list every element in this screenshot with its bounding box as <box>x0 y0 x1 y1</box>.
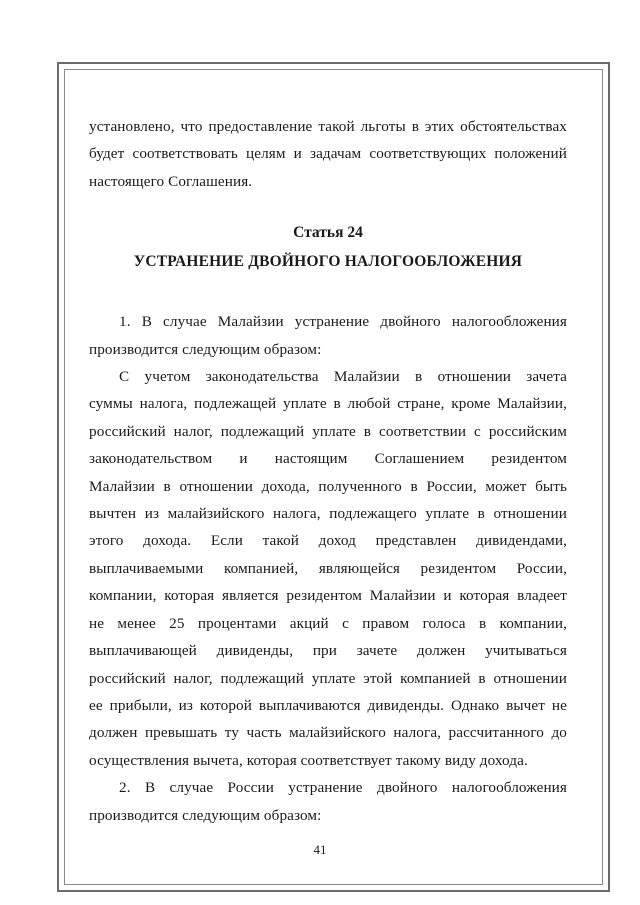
continuation-paragraph <box>89 113 567 195</box>
text-line: установлено, что предоставление такой льготы в этих обстоятельствах <box>89 118 567 135</box>
text-line: компании, которая является резидентом Малайзии и которая владеет <box>89 587 567 605</box>
text-line: 2. В случае России устранение двойного налогообложения <box>119 779 567 797</box>
text-line: производится следующим образом: <box>89 806 322 824</box>
text-line: законодательством и настоящим Соглашением резидентом <box>89 450 567 468</box>
text-line: осуществления вычета, которая соответствует такому виду дохода. <box>89 751 528 769</box>
text-line: производится следующим образом: <box>89 340 322 358</box>
article-label: Статья 24 <box>293 224 363 242</box>
text-line: выплачиваемыми компанией, являющейся резидентом России, <box>89 559 567 577</box>
text-line: выплачивающей дивиденды, при зачете должен учитываться <box>89 642 567 660</box>
paragraph-2 <box>89 363 567 774</box>
text-line: С учетом законодательства Малайзии в отношении зачета <box>119 368 567 386</box>
text-line: суммы налога, подлежащей уплате в любой стране, кроме Малайзии, <box>89 395 567 413</box>
paragraph-3 <box>89 774 567 829</box>
text-line: настоящего Соглашения. <box>89 172 253 190</box>
text-line: ее прибыли, из которой выплачиваются дивиденды. Однако вычет не <box>89 696 567 714</box>
article-title: УСТРАНЕНИЕ ДВОЙНОГО НАЛОГООБЛОЖЕНИЯ <box>133 253 523 271</box>
page-number: 41 <box>313 842 327 857</box>
text-line: российский налог, подлежащий уплате этой компанией в отношении <box>89 669 567 687</box>
text-line: вычтен из малайзийского налога, подлежащего уплате в отношении <box>89 505 567 523</box>
text-line: будет соответствовать целям и задачам соответствующих положений <box>89 145 567 163</box>
paragraph-1 <box>89 308 567 363</box>
text-line: должен превышать ту часть малайзийского налога, рассчитанного до <box>89 724 567 742</box>
spacer <box>89 273 567 308</box>
text-line: 1. В случае Малайзии устранение двойного налогообложения <box>119 313 567 331</box>
text-line: не менее 25 процентами акций с правом голоса в компании, <box>89 614 567 632</box>
text-line: российский налог, подлежащий уплате в соответствии с российским <box>89 422 567 440</box>
text-line: этого дохода. Если такой доход представлен дивидендами, <box>89 532 567 550</box>
document-body <box>89 113 567 829</box>
text-line: Малайзии в отношении дохода, полученного в России, может быть <box>89 477 567 495</box>
